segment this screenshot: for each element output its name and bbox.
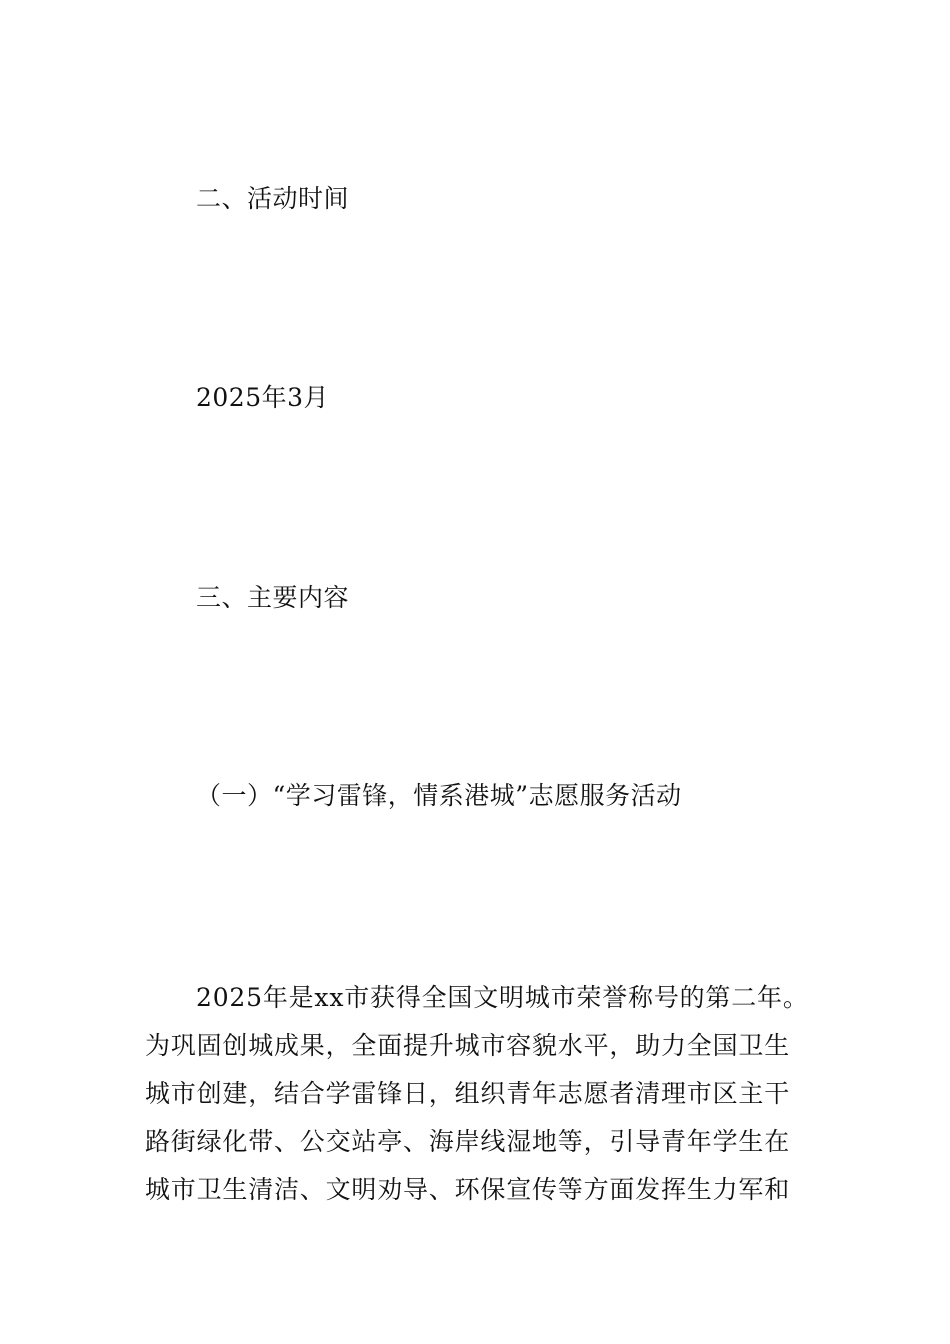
paragraph-line: 城市卫生清洁、文明劝导、环保宣传等方面发挥生力军和 [145, 1175, 791, 1204]
paragraph-line: 2025年是xx市获得全国文明城市荣誉称号的第二年。 [196, 983, 809, 1012]
section-heading-main-content: 三、主要内容 [196, 583, 350, 612]
activity-date: 2025年3月 [196, 383, 330, 412]
sub-heading-volunteer-activity: （一）“学习雷锋，情系港城”志愿服务活动 [196, 781, 682, 810]
section-heading-activity-time: 二、活动时间 [196, 184, 350, 213]
body-paragraph [145, 983, 810, 1223]
paragraph-line: 为巩固创城成果，全面提升城市容貌水平，助力全国卫生 [145, 1031, 791, 1060]
paragraph-line: 路街绿化带、公交站亭、海岸线湿地等，引导青年学生在 [145, 1127, 791, 1156]
paragraph-line: 城市创建，结合学雷锋日，组织青年志愿者清理市区主干 [145, 1079, 791, 1108]
